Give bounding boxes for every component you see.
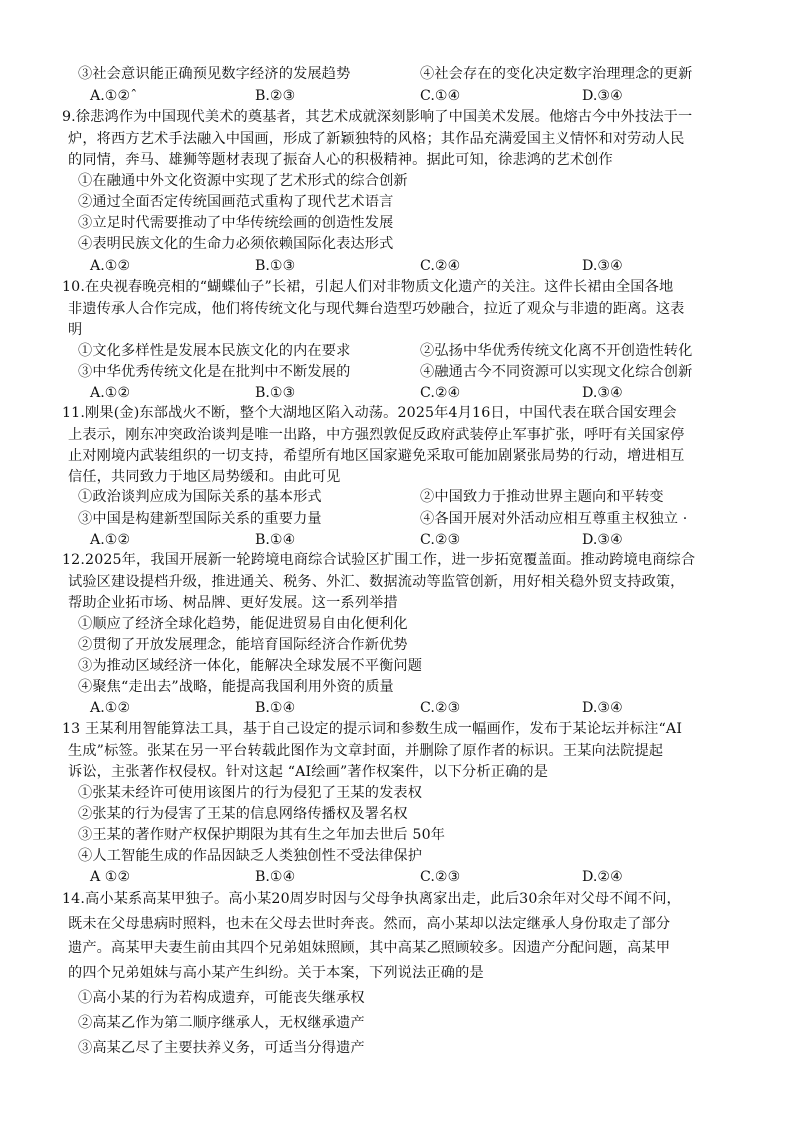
q9-option-3: ③立足时代需要推动了中华传统绘画的创造性发展 <box>78 215 394 231</box>
q13-stem-line-3: 诉讼，主张著作权侵权。针对这起 “AI绘画”著作权案件，以下分析正确的是 <box>68 764 549 780</box>
q10-option-2: ②弘扬中华优秀传统文化离不开创造性转化 <box>420 343 693 359</box>
q10-choice-a: A.①② <box>90 385 131 401</box>
q9-option-4: ④表明民族文化的生命力必须依赖国际化表达形式 <box>78 236 394 252</box>
q14-stem-line-2: 既未在父母患病时照料，也未在父母去世时奔丧。然而，高小某却以法定继承人身份取走了部分 <box>68 916 671 932</box>
q13-option-2: ②张某的行为侵害了王某的信息网络传播权及署名权 <box>78 806 408 822</box>
q11-stem-line-3: 止对刚境内武装组织的一切支持，希望所有地区国家避免采取可能加剧紧张局势的行动，增进相互 <box>68 448 685 464</box>
q9-stem-line-2: 炉，将西方艺术手法融入中国画，形成了新颖独特的风格；其作品充满爱国主义情怀和对劳动人民 <box>68 131 685 147</box>
q8-option-3: ③社会意识能正确预见数字经济的发展趋势 <box>78 66 351 82</box>
q13-stem-line-2: 生成”标签。张某在另一平台转载此图作为文章封面，并删除了原作者的标识。王某向法院提起 <box>68 743 664 759</box>
q9-choice-a: A.①② <box>90 258 131 274</box>
q13-option-3: ③王某的著作财产权保护期限为其有生之年加去世后 50年 <box>78 827 446 843</box>
q12-stem-line-3: 帮助企业拓市场、树品牌、更好发展。这一系列举措 <box>68 595 398 611</box>
q12-choice-d: D.③④ <box>582 700 623 716</box>
q9-stem-line-1: 9.徐悲鸿作为中国现代美术的奠基者，其艺术成就深刻影响了中国美术发展。他熔古今中外技法于一 <box>62 109 693 125</box>
q14-stem-line-4: 的四个兄弟姐妹与高小某产生纠纷。关于本案，下列说法正确的是 <box>68 965 484 981</box>
q11-option-2: ②中国致力于推动世界主题向和平转变 <box>420 489 664 505</box>
q8-choice-b: B.②③ <box>255 88 296 104</box>
q13-choice-d: D.②④ <box>582 869 623 885</box>
q12-option-3: ③为推动区域经济一体化，能解决全球发展不平衡问题 <box>78 658 423 674</box>
q13-choice-b: B.①④ <box>255 869 296 885</box>
q8-choice-d: D.③④ <box>582 88 623 104</box>
q9-stem-line-3: 的同情，奔马、雄狮等题材表现了振奋人心的积极精神。据此可知，徐悲鸿的艺术创作 <box>68 152 613 168</box>
q12-stem-line-2: 试验区建设提档升级，推进通关、税务、外汇、数据流动等监管创新，用好相关稳外贸支持政策， <box>68 574 685 590</box>
q12-option-2: ②贯彻了开放发展理念，能培育国际经济合作新优势 <box>78 637 408 653</box>
q11-option-4: ④各国开展对外活动应相互尊重主权独立 · <box>420 511 688 527</box>
q11-choice-b: B.①④ <box>255 532 296 548</box>
q14-stem-line-3: 遗产。高某甲夫妻生前由其四个兄弟姐妹照顾，其中高某乙照顾较多。因遗产分配问题，高某甲 <box>68 940 671 956</box>
q13-stem-line-1: 13 王某利用智能算法工具，基于自己设定的提示词和参数生成一幅画作，发布于某论坛并标注“AI <box>62 721 683 737</box>
q9-option-2: ②通过全面否定传统国画范式重构了现代艺术语言 <box>78 194 394 210</box>
q13-option-4: ④人工智能生成的作品因缺乏人类独创性不受法律保护 <box>78 848 423 864</box>
q10-choice-c: C.②④ <box>420 385 461 401</box>
q11-option-3: ③中国是构建新型国际关系的重要力量 <box>78 511 322 527</box>
q13-choice-a: A ①② <box>90 869 131 885</box>
q12-choice-b: B.①④ <box>255 700 296 716</box>
q10-option-3: ③中华优秀传统文化是在批判中不断发展的 <box>78 364 351 380</box>
q11-choice-a: A.①② <box>90 532 131 548</box>
q12-choice-c: C.②③ <box>420 700 461 716</box>
q11-stem-line-1: 11.刚果(金)东部战火不断，整个大湖地区陷入动荡。2025年4月16日，中国代表在联合国安理会 <box>62 405 677 421</box>
q11-choice-d: D.③④ <box>582 532 623 548</box>
q14-option-3: ③高某乙尽了主要扶养义务，可适当分得遗产 <box>78 1040 365 1056</box>
q9-choice-d: D.③④ <box>582 258 623 274</box>
q10-choice-b: B.①③ <box>255 385 296 401</box>
q13-choice-c: C.②③ <box>420 869 461 885</box>
q14-stem-line-1: 14.高小某系高某甲独子。高小某20周岁时因与父母争执离家出走，此后30余年对父母不闻不问， <box>62 891 681 907</box>
q11-stem-line-4: 信任，共同致力于地区局势缓和。由此可见 <box>68 469 341 485</box>
q10-stem-line-3: 明 <box>68 322 83 338</box>
q10-option-4: ④融通古今不同资源可以实现文化综合创新 <box>420 364 693 380</box>
q11-stem-line-2: 上表示，刚东冲突政治谈判是唯一出路，中方强烈敦促反政府武装停止军事扩张，呼吁有关国家停 <box>68 427 685 443</box>
q12-choice-a: A.①② <box>90 700 131 716</box>
q11-choice-c: C.②③ <box>420 532 461 548</box>
q10-choice-d: D.③④ <box>582 385 623 401</box>
q10-stem-line-2: 非遗传承人合作完成，他们将传统文化与现代舞台造型巧妙融合，拉近了观众与非遗的距离。这表 <box>68 301 685 317</box>
q8-option-4: ④社会存在的变化决定数字治理理念的更新 <box>420 66 693 82</box>
q9-choice-c: C.②④ <box>420 258 461 274</box>
q13-option-1: ①张某未经许可使用该图片的行为侵犯了王某的发表权 <box>78 785 423 801</box>
q12-option-1: ①顺应了经济全球化趋势，能促进贸易自由化便利化 <box>78 616 408 632</box>
q11-option-1: ①政治谈判应成为国际关系的基本形式 <box>78 489 322 505</box>
q14-option-2: ②高某乙作为第二顺序继承人，无权继承遗产 <box>78 1015 365 1031</box>
q9-choice-b: B.①③ <box>255 258 296 274</box>
q9-option-1: ①在融通中外文化资源中实现了艺术形式的综合创新 <box>78 173 408 189</box>
q10-stem-line-1: 10.在央视春晚亮相的“蝴蝶仙子”长裙，引起人们对非物质文化遗产的关注。这件长裙由全国各地 <box>62 279 674 295</box>
q8-choice-c: C.①④ <box>420 88 461 104</box>
q10-option-1: ①文化多样性是发展本民族文化的内在要求 <box>78 343 351 359</box>
q8-choice-a: A.①②ˆ <box>90 88 138 104</box>
q12-stem-line-1: 12.2025年，我国开展新一轮跨境电商综合试验区扩围工作，进一步拓宽覆盖面。推动跨境电商综合 <box>62 552 696 568</box>
q14-option-1: ①高小某的行为若构成遗弃，可能丧失继承权 <box>78 990 365 1006</box>
q12-option-4: ④聚焦“走出去”战略，能提高我国利用外资的质量 <box>78 679 394 695</box>
